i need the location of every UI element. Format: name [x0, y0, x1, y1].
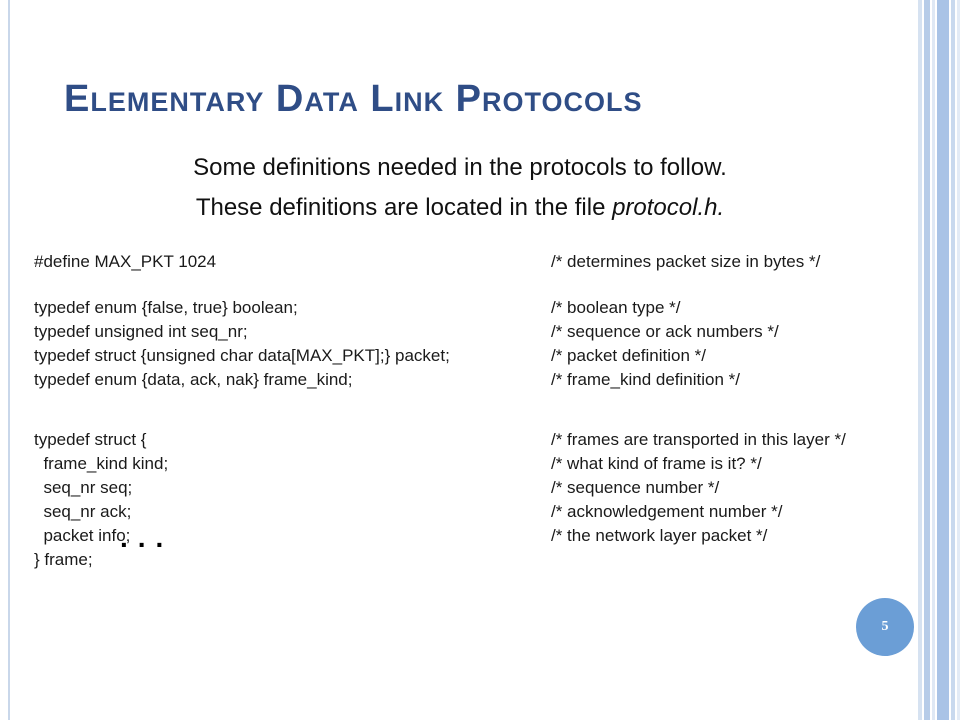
left-border-line [8, 0, 10, 720]
code-line: typedef struct { [34, 430, 147, 449]
code-comment: /* the network layer packet */ [551, 526, 768, 545]
code-comment: /* sequence or ack numbers */ [551, 322, 779, 341]
code-line: typedef enum {data, ack, nak} frame_kind; [34, 370, 353, 389]
code-line: typedef unsigned int seq_nr; [34, 322, 248, 341]
code-line: packet info; [34, 526, 131, 545]
code-line: frame_kind kind; [34, 454, 169, 473]
subtitle-line-1: Some definitions needed in the protocols to follow. [193, 154, 727, 181]
subtitle-line-2 [40, 194, 880, 222]
code-comment: /* frames are transported in this layer */ [551, 430, 846, 449]
code-line: typedef enum {false, true} boolean; [34, 298, 298, 317]
code-comment: /* determines packet size in bytes */ [551, 252, 821, 271]
code-comment: /* boolean type */ [551, 298, 681, 317]
code-line: typedef struct {unsigned char data[MAX_PKT];} packet; [34, 346, 450, 365]
page-number-badge: 5 [856, 598, 914, 656]
code-comment: /* acknowledgement number */ [551, 502, 783, 521]
code-comment: /* frame_kind definition */ [551, 370, 740, 389]
code-line: } frame; [34, 550, 93, 569]
code-line: seq_nr ack; [34, 502, 132, 521]
code-comment: /* packet definition */ [551, 346, 706, 365]
subtitle-line-2-prefix: These definitions are located in the file [195, 194, 613, 221]
right-decorative-bars [918, 0, 960, 720]
code-comment: /* sequence number */ [551, 478, 720, 497]
slide-title: Elementary Data Link Protocols [64, 78, 643, 120]
code-line: #define MAX_PKT 1024 [34, 252, 217, 271]
ellipsis-annotation: ... [120, 522, 174, 553]
code-line: seq_nr seq; [34, 478, 133, 497]
code-comment: /* what kind of frame is it? */ [551, 454, 762, 473]
subtitle-file-name: protocol.h. [612, 194, 725, 221]
